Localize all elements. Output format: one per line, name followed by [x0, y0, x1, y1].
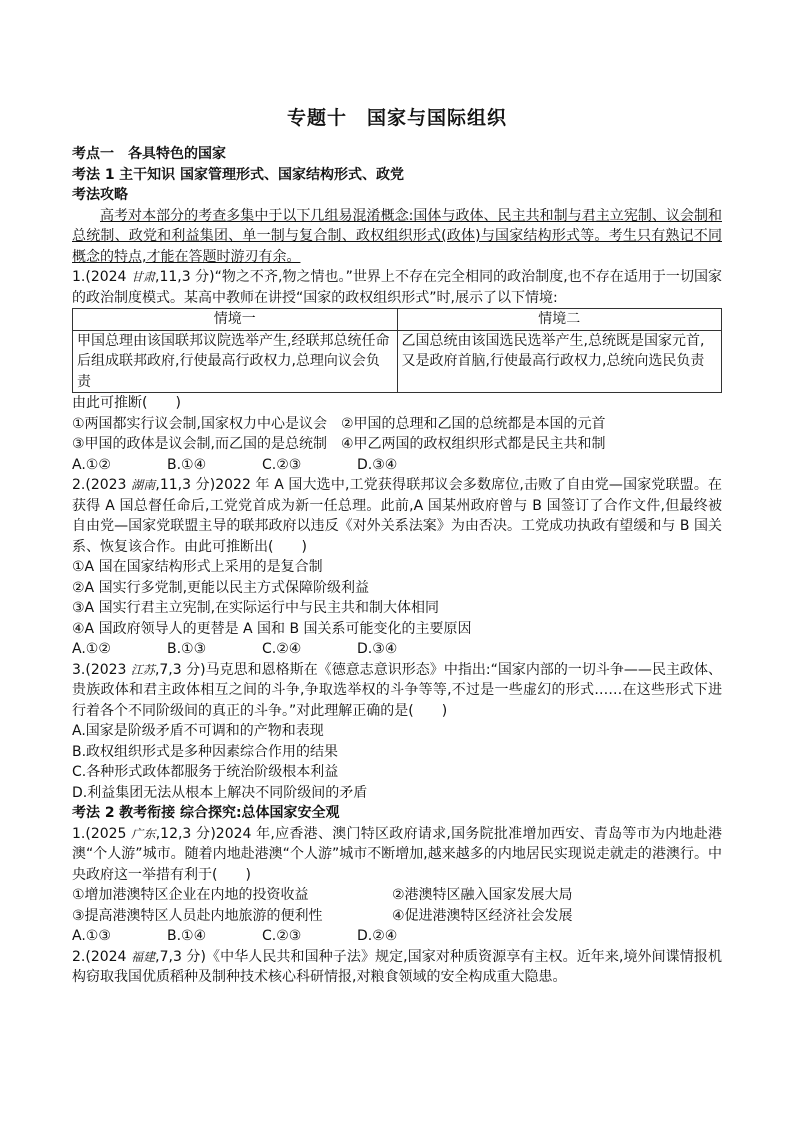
question-ask: 由此可推断( ) [72, 395, 181, 411]
question-meta: ,7,3 分) [154, 661, 206, 678]
item-row [72, 906, 722, 927]
item: ③A 国实行君主立宪制,在实际运行中与民主共和制大体相同 [72, 600, 440, 616]
choice: A.国家是阶级矛盾不可调和的产物和表现 [72, 723, 324, 739]
option: C.②③ [262, 456, 302, 473]
item-row [72, 885, 722, 906]
question-number: 1.(2025 [72, 825, 132, 842]
question-source: 福建 [130, 949, 156, 964]
question-source: 江苏 [130, 662, 155, 677]
question-text: 《中华人民共和国种子法》规定,国家对种质资源享有主权。近年来,境外间谍情报机构窃取我国优质稻种及制种技术核心科研情报,对粮食领域的安全构成重大隐患。 [72, 948, 722, 985]
question-meta: ,11,3 分) [155, 477, 216, 493]
page-title: 专题十 国家与国际组织 [286, 107, 507, 129]
situation-table [72, 308, 722, 393]
item: ④促进港澳特区经济社会发展 [392, 907, 573, 924]
table-row [73, 330, 722, 393]
question-number: 1.(2024 [72, 269, 131, 285]
question-meta: ,12,3 分) [155, 825, 216, 842]
item: ①增加港澳特区企业在内地的投资收益 [72, 887, 309, 903]
item: ①A 国在国家结构形式上采用的是复合制 [72, 559, 323, 575]
item: ②港澳特区融入国家发展大局 [392, 887, 573, 903]
option: A.①③ [72, 928, 111, 944]
question-number: 3.(2023 [72, 661, 131, 678]
option: B.①④ [167, 456, 207, 473]
option: D.③④ [357, 641, 398, 657]
item-row [72, 414, 722, 435]
strategy-heading: 考法攻略 [72, 187, 128, 203]
option: A.①② [72, 456, 111, 473]
question-text: 2024 年,应香港、澳门特区政府请求,国务院批准增加西安、青岛等市为内地赴港澳“个人游”城市。随着内地赴港澳“个人游”城市不断增加,越来越多的内地居民实现说走就走的港澳行。中央政府这一举措有利于( ) [72, 825, 722, 883]
document-page [72, 104, 722, 988]
section-heading-kaodian: 考点一 各具特色的国家 [72, 146, 226, 162]
question-4-stem [72, 824, 722, 886]
options-row [72, 926, 722, 947]
method-text: 教考衔接 综合探究:总体国家安全观 [119, 805, 340, 821]
question-5-stem [72, 947, 722, 988]
strategy-paragraph [72, 206, 722, 268]
item: ②A 国实行多党制,更能以民主方式保障阶级利益 [72, 579, 370, 596]
strategy-text: 高考对本部分的考查多集中于以下几组易混淆概念:国体与政体、民主共和制与君主立宪制、议会制和总统制、政党和利益集团、单一制与复合制、政权组织形式(政体)与国家结构形式等。考生只有熟记不同概念的特点,才能在答题时游刃有余。 [72, 207, 722, 265]
method-heading-2 [72, 803, 722, 824]
question-meta: ,7,3 分) [155, 948, 206, 965]
question-source: 广东 [131, 826, 156, 841]
option: C.②③ [262, 928, 302, 944]
table-header-row [73, 309, 722, 331]
method-text: 主干知识 国家管理形式、国家结构形式、政党 [119, 166, 404, 183]
item: ①两国都实行议会制,国家权力中心是议会 [72, 415, 327, 432]
question-1-stem [72, 267, 722, 308]
question-number: 2.(2024 [72, 948, 131, 965]
item: ④甲乙两国的政权组织形式都是民主共和制 [341, 436, 606, 452]
item: ③甲国的政体是议会制,而乙国的是总统制 [72, 436, 327, 452]
choice: B.政权组织形式是多种因素综合作用的结果 [72, 743, 339, 760]
choice: D.利益集团无法从根本上解决不同阶级间的矛盾 [72, 784, 368, 801]
option: D.③④ [357, 456, 398, 473]
question-meta: ,11,3 分) [155, 269, 215, 285]
table-cell: 乙国总统由该国选民选举产生,总统既是国家元首,又是政府首脑,行使最高行政权力,总统向选民负责 [397, 330, 722, 393]
option: D.②④ [357, 928, 398, 944]
option: B.①④ [167, 928, 207, 944]
choice: C.各种形式政体都服务于统治阶级根本利益 [72, 764, 339, 780]
question-source: 甘肃 [130, 270, 155, 284]
option: B.①③ [167, 641, 207, 657]
options-row [72, 639, 722, 660]
method-label: 考法 2 [72, 805, 115, 821]
question-text: “物之不齐,物之情也。”世界上不存在完全相同的政治制度,也不存在适用于一切国家的政治制度模式。某高中教师在讲授“国家的政权组织形式”时,展示了以下情境: [72, 269, 722, 306]
item: ④A 国政府领导人的更替是 A 国和 B 国关系可能变化的主要原因 [72, 620, 472, 637]
table-cell: 甲国总理由该国联邦议院选举产生,经联邦总统任命后组成联邦政府,行使最高行政权力,总理向议会负责 [73, 330, 398, 393]
question-number: 2.(2023 [72, 477, 132, 493]
question-text: 马克思和恩格斯在《德意志意识形态》中指出:“国家内部的一切斗争——民主政体、贵族政体和君主政体相互之间的斗争,争取选举权的斗争等等,不过是一些虚幻的形式……在这些形式下进行着各个不同阶级间的真正的斗争。”对此理解正确的是( ) [72, 661, 722, 719]
question-2-stem [72, 475, 722, 557]
item: ②甲国的总理和乙国的总统都是本国的元首 [341, 415, 606, 432]
method-label: 考法 1 [72, 166, 115, 183]
option: A.①② [72, 641, 111, 657]
item-row [72, 434, 722, 455]
method-heading-1 [72, 165, 722, 186]
option: C.②④ [262, 641, 302, 657]
table-header: 情境一 [73, 309, 398, 331]
item: ③提高港澳特区人员赴内地旅游的便利性 [72, 907, 323, 924]
options-row [72, 455, 722, 476]
table-header: 情境二 [397, 309, 722, 331]
question-text: 2022 年 A 国大选中,工党获得联邦议会多数席位,击败了自由党—国家党联盟。在获得 A 国总督任命后,工党党首成为新一任总理。此前,A 国某州政府曾与 B 国签订了合作文件,但最终被自由党—国家党联盟主导的联邦政府以违反《对外关系法案》为由否决。工党成功执政有望缓和与 B 国关系、恢复该合作。由此可推断出( ) [72, 477, 722, 555]
question-source: 湖南 [131, 478, 156, 492]
question-3-stem [72, 660, 722, 722]
